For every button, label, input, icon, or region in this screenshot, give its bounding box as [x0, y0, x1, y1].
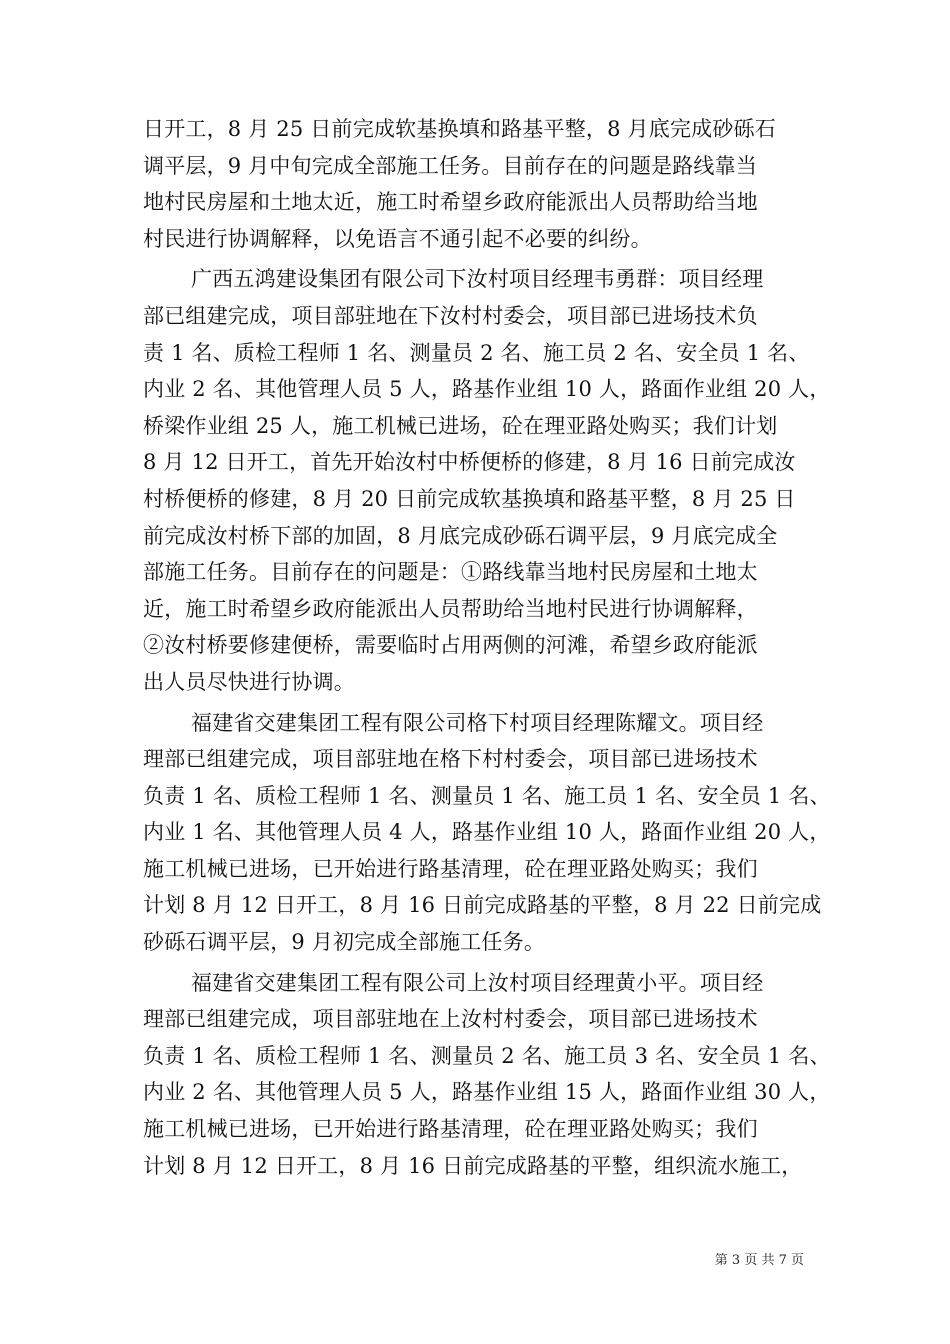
- text-line: 桥梁作业组 25 人，施工机械已进场，砼在理亚路处购买；我们计划: [143, 413, 778, 438]
- text-line: 计划 8 月 12 日开工，8 月 16 日前完成路基的平整，组织流水施工，: [143, 1153, 803, 1178]
- paragraph-xiaru-village-report: [143, 261, 831, 700]
- text-line: 近，施工时希望乡政府能派出人员帮助给当地村民进行协调解释，: [143, 596, 758, 621]
- text-line: ②汝村桥要修建便桥，需要临时占用两侧的河滩，希望乡政府能派: [143, 633, 758, 658]
- text-line: 出人员尽快进行协调。: [143, 669, 355, 694]
- text-line: 调平层，9 月中旬完成全部施工任务。目前存在的问题是路线靠当: [143, 153, 758, 178]
- text-line: 前完成汝村桥下部的加固，8 月底完成砂砾石调平层，9 月底完成全: [143, 523, 778, 548]
- text-line: 广西五鸿建设集团有限公司下汝村项目经理韦勇群：项目经理: [191, 267, 764, 292]
- text-line: 部已组建完成，项目部驻地在下汝村村委会，项目部已进场技术负: [143, 303, 758, 328]
- paragraph-shangru-village-report: [143, 965, 831, 1185]
- text-line: 福建省交建集团工程有限公司格下村项目经理陈耀文。项目经: [191, 710, 764, 735]
- text-line: 8 月 12 日开工，首先开始汝村中桥便桥的修建，8 月 16 日前完成汝: [143, 450, 796, 475]
- text-line: 福建省交建集团工程有限公司上汝村项目经理黄小平。项目经: [191, 970, 764, 995]
- page-number-footer: 第 3 页 共 7 页: [714, 1253, 804, 1268]
- text-line: 地村民房屋和土地太近，施工时希望乡政府能派出人员帮助给当地: [143, 190, 758, 215]
- document-body: [143, 111, 831, 1188]
- text-line: 责 1 名、质检工程师 1 名、测量员 2 名、施工员 2 名、安全员 1 名、: [143, 340, 810, 365]
- text-line: 理部已组建完成，项目部驻地在上汝村村委会，项目部已进场技术: [143, 1007, 758, 1032]
- text-line: 理部已组建完成，项目部驻地在格下村村委会，项目部已进场技术: [143, 747, 758, 772]
- text-line: 施工机械已进场，已开始进行路基清理，砼在理亚路处购买；我们: [143, 856, 758, 881]
- text-line: 砂砾石调平层，9 月初完成全部施工任务。: [143, 930, 546, 955]
- text-line: 村民进行协调解释，以免语言不通引起不必要的纠纷。: [143, 226, 652, 251]
- text-line: 内业 2 名、其他管理人员 5 人，路基作业组 10 人，路面作业组 20 人，: [143, 377, 831, 402]
- text-line: 计划 8 月 12 日开工，8 月 16 日前完成路基的平整，8 月 22 日前完成: [143, 893, 822, 918]
- text-line: 负责 1 名、质检工程师 1 名、测量员 2 名、施工员 3 名、安全员 1 名、: [143, 1043, 831, 1068]
- text-line: 内业 2 名、其他管理人员 5 人，路基作业组 15 人，路面作业组 30 人，: [143, 1080, 831, 1105]
- paragraph-gexia-village-report: [143, 705, 831, 961]
- paragraph-continuation: [143, 111, 823, 257]
- text-line: 内业 1 名、其他管理人员 4 人，路基作业组 10 人，路面作业组 20 人，: [143, 820, 831, 845]
- text-line: 日开工，8 月 25 日前完成软基换填和路基平整，8 月底完成砂砾石: [143, 117, 776, 141]
- text-line: 负责 1 名、质检工程师 1 名、测量员 1 名、施工员 1 名、安全员 1 名、: [143, 783, 831, 808]
- text-line: 村桥便桥的修建，8 月 20 日前完成软基换填和路基平整，8 月 25 日: [143, 486, 796, 511]
- text-line: 部施工任务。目前存在的问题是：①路线靠当地村民房屋和土地太: [143, 560, 758, 585]
- text-line: 施工机械已进场，已开始进行路基清理，砼在理亚路处购买；我们: [143, 1117, 758, 1142]
